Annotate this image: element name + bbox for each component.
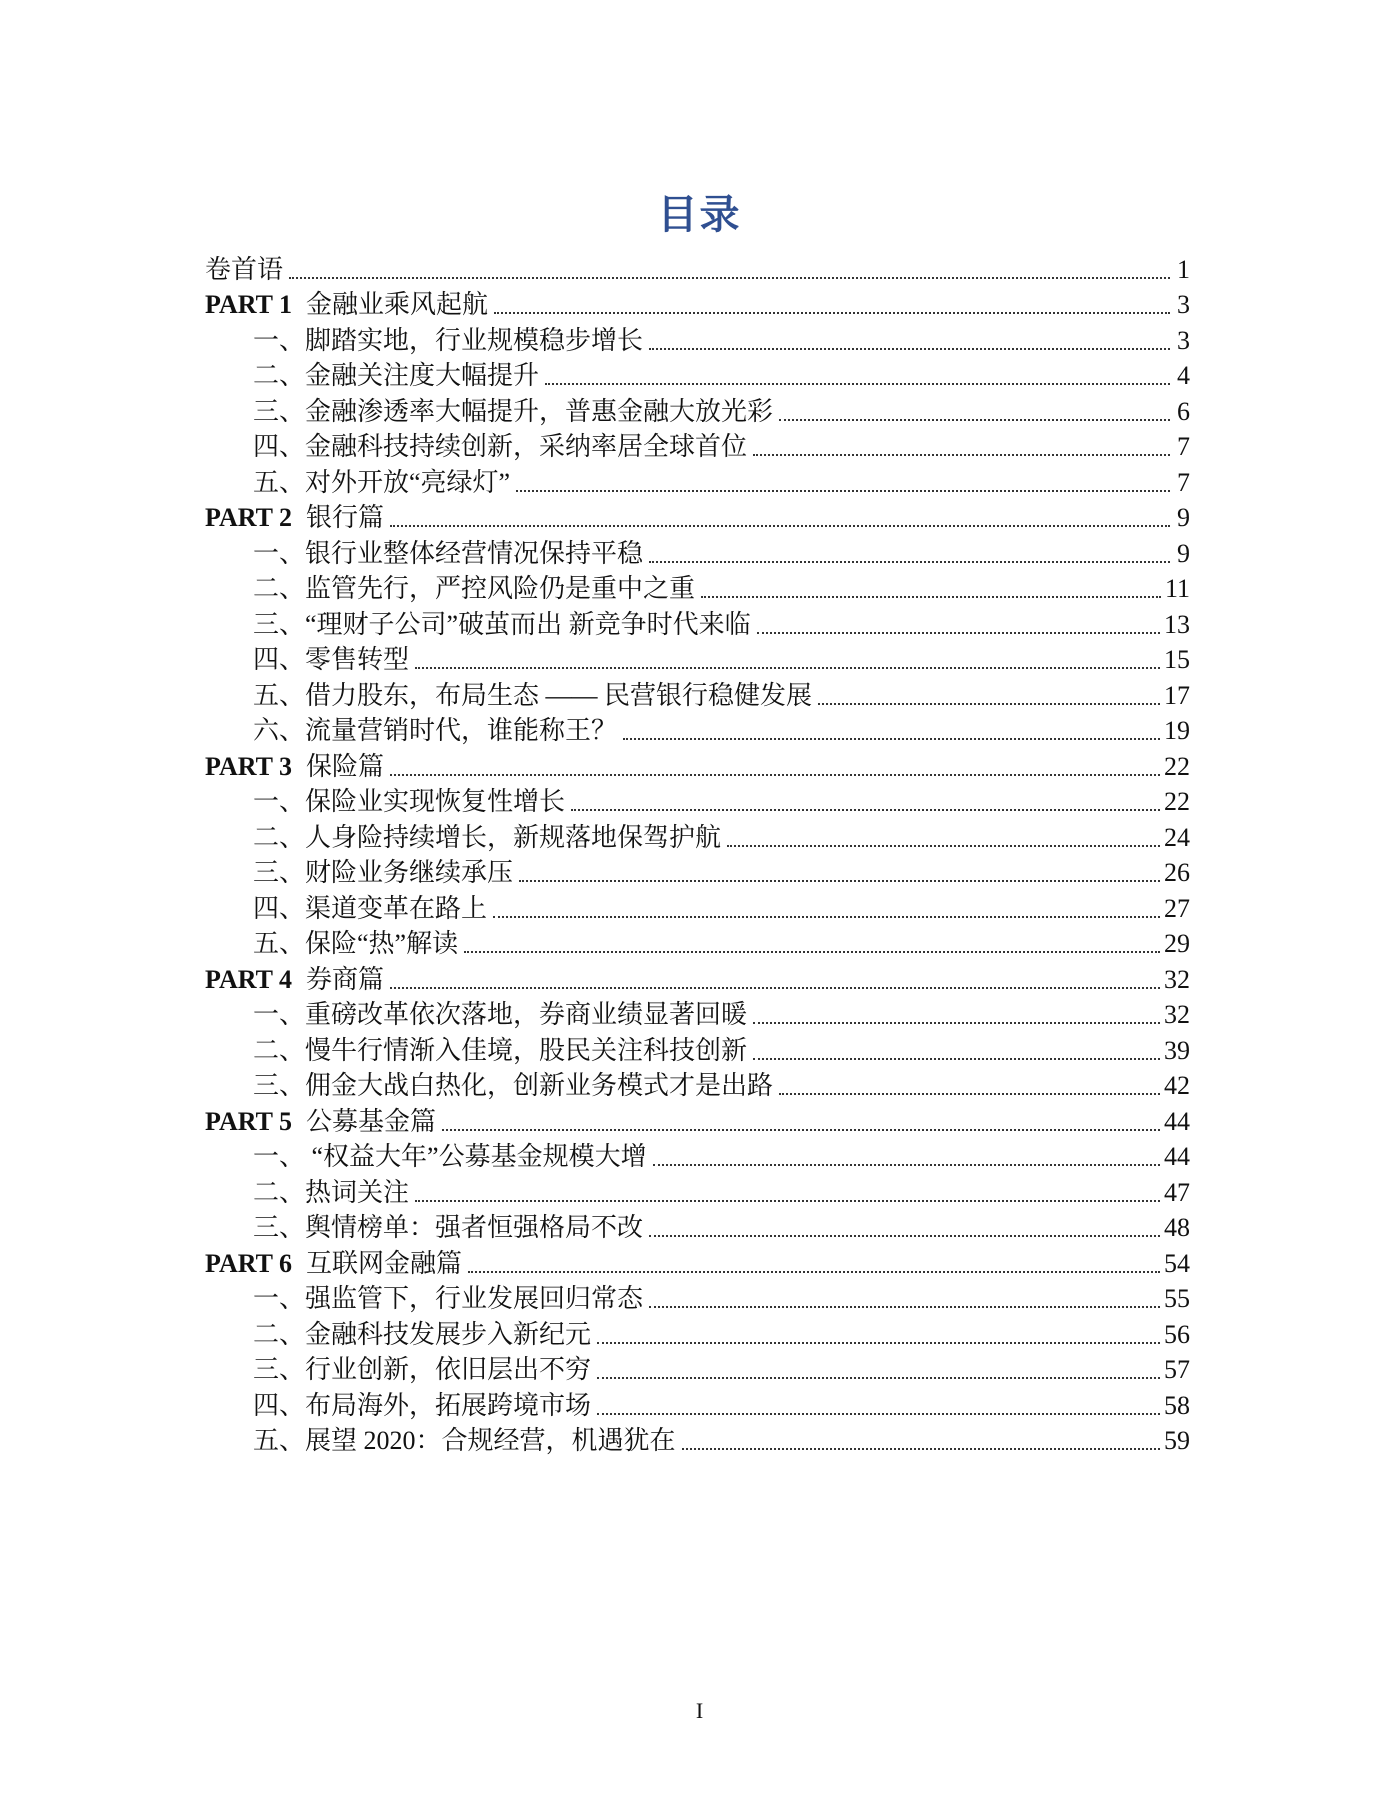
toc-page-number: 44 <box>1164 1106 1190 1136</box>
toc-part-entry[interactable] <box>205 1102 1190 1138</box>
toc-entry-label <box>253 928 458 960</box>
toc-entry-label <box>253 609 751 641</box>
dot-leader <box>649 1306 1160 1308</box>
dot-leader <box>289 277 1170 279</box>
toc-section-entry[interactable] <box>205 1386 1190 1422</box>
dot-leader <box>571 809 1160 811</box>
toc-page-number: 7 <box>1177 432 1190 461</box>
toc-page-number: 22 <box>1164 787 1190 816</box>
toc-entry-title: 三、行业创新，依旧层出不穷 <box>253 1355 592 1384</box>
dot-leader <box>779 419 1170 421</box>
toc-entry-title: 五、对外开放“亮绿灯” <box>253 467 511 497</box>
dot-leader <box>597 1413 1160 1415</box>
toc-entry-title: 一、保险业实现恢复性增长 <box>253 787 566 816</box>
toc-section-entry[interactable] <box>205 1138 1190 1174</box>
toc-section-entry[interactable] <box>205 534 1190 570</box>
toc-section-entry[interactable] <box>205 1067 1190 1103</box>
toc-entry-title: 二、金融科技发展步入新纪元 <box>253 1319 592 1349</box>
toc-entry-label <box>253 467 510 499</box>
dot-leader <box>649 1235 1160 1237</box>
toc-section-entry[interactable] <box>205 570 1190 606</box>
dot-leader <box>545 383 1170 385</box>
toc-section-entry[interactable] <box>205 712 1190 748</box>
toc-entry-label <box>205 964 384 996</box>
dot-leader <box>649 561 1170 563</box>
toc-section-entry[interactable] <box>205 996 1190 1032</box>
toc-page-number: 13 <box>1164 609 1190 639</box>
toc-part-number: PART 6 <box>205 1248 292 1278</box>
toc-entry-label <box>253 1425 676 1457</box>
toc-page-number: 9 <box>1177 503 1190 532</box>
toc-part-number: PART 2 <box>205 503 292 532</box>
toc-page-number: 58 <box>1164 1390 1190 1420</box>
toc-entry-label <box>253 396 773 428</box>
toc-entry-label <box>205 1248 462 1280</box>
toc-section-entry[interactable] <box>205 1351 1190 1387</box>
toc-entry-title: 五、展望 2020：合规经营，机遇犹在 <box>253 1426 676 1455</box>
toc-entry[interactable] <box>205 250 1190 286</box>
toc-page-number: 4 <box>1177 361 1190 390</box>
dot-leader <box>493 916 1160 918</box>
toc-section-entry[interactable] <box>205 1173 1190 1209</box>
dot-leader <box>818 703 1160 705</box>
dot-leader <box>623 738 1160 740</box>
toc-entry-label <box>253 573 695 605</box>
toc-page-number: 22 <box>1164 751 1190 781</box>
toc-section-entry[interactable] <box>205 889 1190 925</box>
toc-entry-title: 公募基金篇 <box>305 1106 436 1136</box>
toc-page-number: 9 <box>1177 538 1190 568</box>
toc-page-number: 3 <box>1177 325 1190 355</box>
toc-page-number: 39 <box>1164 1035 1190 1065</box>
toc-page-number: 24 <box>1164 822 1190 852</box>
toc-entry-label <box>253 822 721 854</box>
toc-entry-title: 保险篇 <box>305 751 384 781</box>
dot-leader <box>727 845 1160 847</box>
toc-entry-label <box>253 644 409 676</box>
toc-section-entry[interactable] <box>205 392 1190 428</box>
toc-section-entry[interactable] <box>205 1031 1190 1067</box>
toc-page-number: 6 <box>1177 396 1190 426</box>
toc-entry-title: 一、银行业整体经营情况保持平稳 <box>253 538 644 568</box>
toc-page-number: 32 <box>1164 964 1190 994</box>
toc-entry-label <box>205 502 384 534</box>
toc-part-entry[interactable] <box>205 499 1190 535</box>
toc-section-entry[interactable] <box>205 641 1190 677</box>
toc-page-number: 32 <box>1164 1000 1190 1029</box>
toc-section-entry[interactable] <box>205 854 1190 890</box>
dot-leader <box>442 1129 1160 1131</box>
toc-part-number: PART 4 <box>205 964 292 994</box>
dot-leader <box>753 1058 1160 1060</box>
toc-page-number: 44 <box>1164 1142 1190 1171</box>
dot-leader <box>653 1164 1160 1166</box>
toc-entry-label <box>253 538 643 570</box>
dot-leader <box>649 348 1170 350</box>
toc-entry-label <box>253 360 539 392</box>
page-title: 目录 <box>657 192 742 238</box>
toc-entry-label <box>253 786 565 818</box>
toc-entry-title: 三、金融渗透率大幅提升，普惠金融大放光彩 <box>253 396 774 426</box>
dot-leader <box>415 1200 1160 1202</box>
toc-entry-label <box>253 680 812 712</box>
toc-page-number: 29 <box>1164 929 1190 958</box>
toc-part-number: PART 1 <box>205 290 292 319</box>
toc-entry-label <box>253 1035 747 1067</box>
dot-leader <box>757 632 1160 634</box>
toc-entry-title: 三、佣金大战白热化，创新业务模式才是出路 <box>253 1071 774 1100</box>
dot-leader <box>701 596 1161 598</box>
toc-section-entry[interactable] <box>205 605 1190 641</box>
toc-entry-label <box>205 254 283 286</box>
toc-entry-label <box>253 1177 409 1209</box>
toc-entry-label <box>253 1390 591 1422</box>
dot-leader <box>494 312 1170 314</box>
toc-section-entry[interactable] <box>205 925 1190 961</box>
toc-entry-label <box>205 751 384 783</box>
toc-entry-label <box>253 1354 591 1386</box>
toc-entry-label <box>253 715 617 747</box>
toc-page-number: 55 <box>1164 1284 1190 1313</box>
toc-entry-title: 互联网金融篇 <box>305 1248 462 1278</box>
toc-entry-title: 卷首语 <box>205 254 284 284</box>
toc-section-entry[interactable] <box>205 676 1190 712</box>
toc-entry-title: 六、流量营销时代，谁能称王？ <box>253 716 618 745</box>
toc-page-number: 7 <box>1177 467 1190 497</box>
toc-section-entry[interactable] <box>205 428 1190 464</box>
toc-entry-label <box>205 289 488 321</box>
toc-section-entry[interactable] <box>205 1315 1190 1351</box>
toc-entry-title: 银行篇 <box>305 503 384 532</box>
toc-page-number: 17 <box>1164 680 1190 710</box>
toc-entry-label <box>253 1319 591 1351</box>
toc-entry-title: 三、舆情榜单：强者恒强格局不改 <box>253 1213 644 1242</box>
toc-entry-title: 四、金融科技持续创新，采纳率居全球首位 <box>253 432 748 461</box>
toc-entry-title: 二、热词关注 <box>253 1177 410 1207</box>
toc-entry-title: 券商篇 <box>305 964 384 994</box>
toc-entry-title: 二、慢牛行情渐入佳境，股民关注科技创新 <box>253 1035 748 1065</box>
toc-section-entry[interactable] <box>205 463 1190 499</box>
toc-entry-title: 一、强监管下，行业发展回归常态 <box>253 1284 644 1313</box>
toc-section-entry[interactable] <box>205 321 1190 357</box>
toc-section-entry[interactable] <box>205 1422 1190 1458</box>
toc-page-number: 59 <box>1164 1426 1190 1455</box>
dot-leader <box>597 1342 1160 1344</box>
toc-entry-label <box>205 1106 436 1138</box>
toc-page-number: 42 <box>1164 1071 1190 1100</box>
toc-entry-title: 五、借力股东，布局生态 —— 民营银行稳健发展 <box>253 680 813 710</box>
toc-page-number: 47 <box>1164 1177 1190 1207</box>
toc-entry-title: 二、监管先行，严控风险仍是重中之重 <box>253 574 696 603</box>
toc-entry-label <box>253 1141 647 1173</box>
dot-leader <box>519 880 1160 882</box>
toc-entry-title: 四、布局海外，拓展跨境市场 <box>253 1390 592 1420</box>
toc-section-entry[interactable] <box>205 357 1190 393</box>
toc-section-entry[interactable] <box>205 783 1190 819</box>
toc-part-entry[interactable] <box>205 747 1190 783</box>
toc-part-entry[interactable] <box>205 960 1190 996</box>
toc-entry-title: 金融业乘风起航 <box>305 290 488 319</box>
dot-leader <box>390 987 1160 989</box>
toc-page-number: 56 <box>1164 1319 1190 1349</box>
toc-page-number: 3 <box>1177 290 1190 319</box>
dot-leader <box>468 1271 1160 1273</box>
toc-entry-title: 三、“理财子公司”破茧而出 新竞争时代来临 <box>253 609 751 639</box>
dot-leader <box>464 951 1160 953</box>
toc-entry-title: 一、脚踏实地，行业规模稳步增长 <box>253 325 644 355</box>
dot-leader <box>597 1377 1160 1379</box>
toc-entry-title: 四、渠道变革在路上 <box>253 893 488 923</box>
dot-leader <box>779 1093 1160 1095</box>
toc-page-number: 11 <box>1164 574 1190 603</box>
toc-page-number: 48 <box>1164 1213 1190 1242</box>
toc-part-number: PART 5 <box>205 1106 292 1136</box>
toc-section-entry[interactable] <box>205 1209 1190 1245</box>
dot-leader <box>516 490 1170 492</box>
toc-section-entry[interactable] <box>205 1280 1190 1316</box>
dot-leader <box>753 454 1170 456</box>
dot-leader <box>415 667 1160 669</box>
toc-page-number: 57 <box>1164 1355 1190 1384</box>
toc-entry-title: 四、零售转型 <box>253 645 410 674</box>
toc-entry-title: 二、人身险持续增长，新规落地保驾护航 <box>253 822 722 852</box>
toc-page-number: 19 <box>1164 716 1190 745</box>
toc-section-entry[interactable] <box>205 818 1190 854</box>
toc-page-number: 54 <box>1164 1248 1190 1278</box>
toc-part-number: PART 3 <box>205 751 292 781</box>
toc-entry-title: 二、金融关注度大幅提升 <box>253 361 540 390</box>
toc-page-number: 27 <box>1164 893 1190 923</box>
toc-entry-label <box>253 1212 643 1244</box>
dot-leader <box>390 774 1160 776</box>
toc-entry-title: 一、重磅改革依次落地，券商业绩显著回暖 <box>253 1000 748 1029</box>
toc-entry-title: 五、保险“热”解读 <box>253 929 459 958</box>
toc-entry-label <box>253 893 487 925</box>
toc-entry-label <box>253 325 643 357</box>
toc-entry-label <box>253 1283 643 1315</box>
dot-leader <box>753 1022 1160 1024</box>
table-of-contents <box>205 250 1190 1457</box>
page-number: I <box>695 1698 704 1723</box>
toc-entry-label <box>253 1070 773 1102</box>
toc-entry-title: 三、财险业务继续承压 <box>253 858 514 887</box>
toc-entry-title: 一、 “权益大年”公募基金规模大增 <box>253 1142 647 1171</box>
toc-page-number: 15 <box>1164 645 1190 674</box>
toc-entry-label <box>253 857 513 889</box>
dot-leader <box>682 1448 1160 1450</box>
toc-part-entry[interactable] <box>205 1244 1190 1280</box>
toc-page-number: 1 <box>1177 254 1190 284</box>
toc-entry-label <box>253 431 747 463</box>
dot-leader <box>390 525 1170 527</box>
toc-entry-label <box>253 999 747 1031</box>
toc-part-entry[interactable] <box>205 286 1190 322</box>
toc-page-number: 26 <box>1164 858 1190 887</box>
